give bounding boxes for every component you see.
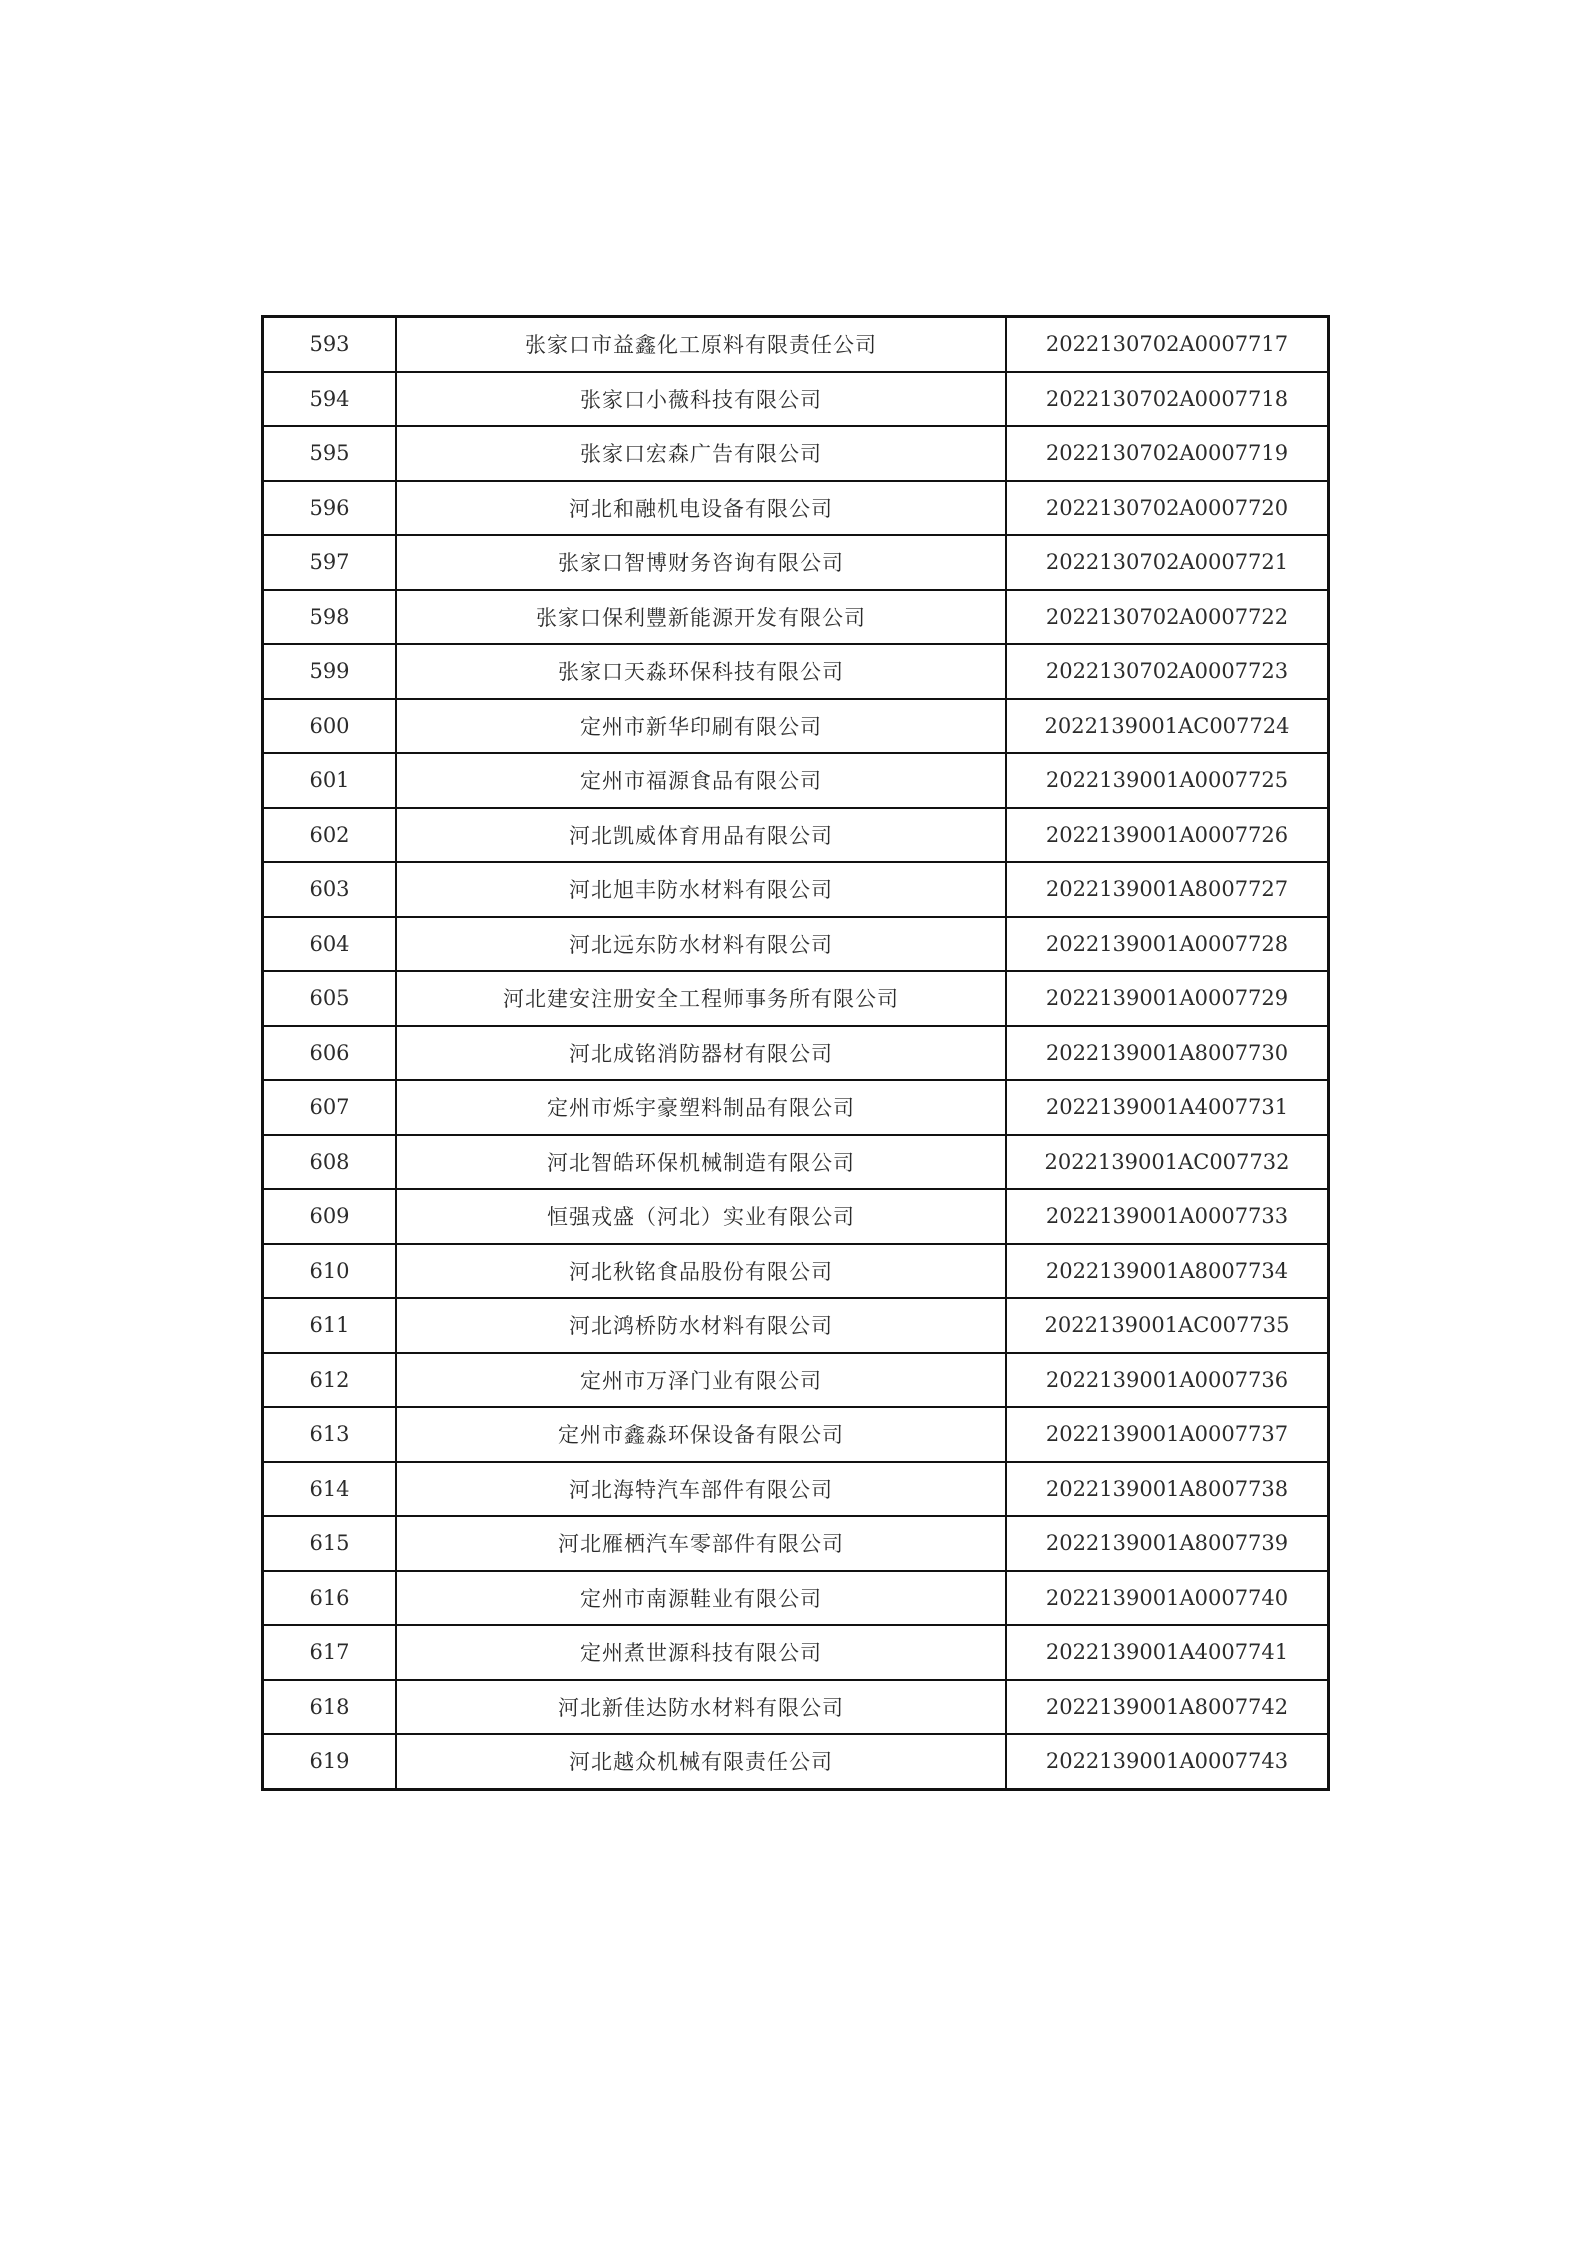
serial-number-cell: 614	[263, 1462, 397, 1517]
company-name-cell: 张家口小薇科技有限公司	[396, 372, 1006, 427]
company-name-cell: 河北越众机械有限责任公司	[396, 1734, 1006, 1789]
serial-number-cell: 619	[263, 1734, 397, 1789]
company-name-cell: 河北鸿桥防水材料有限公司	[396, 1298, 1006, 1353]
registration-code-cell: 2022139001A8007739	[1006, 1516, 1329, 1571]
table-row	[263, 644, 1329, 699]
table-row	[263, 1625, 1329, 1680]
serial-number-cell: 593	[263, 317, 397, 372]
registration-code-cell: 2022139001A0007736	[1006, 1353, 1329, 1408]
table-row	[263, 317, 1329, 372]
serial-number-cell: 606	[263, 1026, 397, 1081]
table-body	[263, 317, 1329, 1790]
company-name-cell: 张家口宏森广告有限公司	[396, 426, 1006, 481]
company-name-cell: 河北新佳达防水材料有限公司	[396, 1680, 1006, 1735]
registration-code-cell: 2022139001AC007732	[1006, 1135, 1329, 1190]
serial-number-cell: 613	[263, 1407, 397, 1462]
table-row	[263, 699, 1329, 754]
registration-code-cell: 2022130702A0007721	[1006, 535, 1329, 590]
table-row	[263, 862, 1329, 917]
company-name-cell: 恒强戎盛（河北）实业有限公司	[396, 1189, 1006, 1244]
table-row	[263, 535, 1329, 590]
company-name-cell: 河北成铭消防器材有限公司	[396, 1026, 1006, 1081]
company-name-cell: 河北建安注册安全工程师事务所有限公司	[396, 971, 1006, 1026]
registration-code-cell: 2022139001A4007741	[1006, 1625, 1329, 1680]
serial-number-cell: 610	[263, 1244, 397, 1299]
serial-number-cell: 605	[263, 971, 397, 1026]
table-row	[263, 590, 1329, 645]
table-row	[263, 1516, 1329, 1571]
table-row	[263, 481, 1329, 536]
serial-number-cell: 617	[263, 1625, 397, 1680]
company-name-cell: 定州市鑫淼环保设备有限公司	[396, 1407, 1006, 1462]
table-row	[263, 1680, 1329, 1735]
serial-number-cell: 604	[263, 917, 397, 972]
company-name-cell: 定州煮世源科技有限公司	[396, 1625, 1006, 1680]
serial-number-cell: 618	[263, 1680, 397, 1735]
company-name-cell: 河北和融机电设备有限公司	[396, 481, 1006, 536]
registration-code-cell: 2022139001A0007737	[1006, 1407, 1329, 1462]
registration-code-cell: 2022139001A0007733	[1006, 1189, 1329, 1244]
serial-number-cell: 594	[263, 372, 397, 427]
table-row	[263, 1135, 1329, 1190]
serial-number-cell: 611	[263, 1298, 397, 1353]
serial-number-cell: 603	[263, 862, 397, 917]
registration-code-cell: 2022130702A0007720	[1006, 481, 1329, 536]
serial-number-cell: 602	[263, 808, 397, 863]
company-name-cell: 定州市烁宇豪塑料制品有限公司	[396, 1080, 1006, 1135]
serial-number-cell: 600	[263, 699, 397, 754]
registration-code-cell: 2022130702A0007719	[1006, 426, 1329, 481]
company-name-cell: 河北秋铭食品股份有限公司	[396, 1244, 1006, 1299]
table-row	[263, 1571, 1329, 1626]
table-row	[263, 1080, 1329, 1135]
table-row	[263, 372, 1329, 427]
serial-number-cell: 596	[263, 481, 397, 536]
table-row	[263, 1734, 1329, 1789]
table-row	[263, 1189, 1329, 1244]
registration-code-cell: 2022139001A8007742	[1006, 1680, 1329, 1735]
registration-code-cell: 2022139001A4007731	[1006, 1080, 1329, 1135]
registration-code-cell: 2022139001A0007725	[1006, 753, 1329, 808]
registration-code-cell: 2022139001A8007727	[1006, 862, 1329, 917]
table-row	[263, 808, 1329, 863]
table-row	[263, 1026, 1329, 1081]
table-row	[263, 1244, 1329, 1299]
registration-code-cell: 2022139001A8007734	[1006, 1244, 1329, 1299]
serial-number-cell: 615	[263, 1516, 397, 1571]
table-row	[263, 753, 1329, 808]
company-name-cell: 张家口天淼环保科技有限公司	[396, 644, 1006, 699]
company-name-cell: 河北凯威体育用品有限公司	[396, 808, 1006, 863]
registration-code-cell: 2022130702A0007723	[1006, 644, 1329, 699]
registration-code-cell: 2022139001AC007724	[1006, 699, 1329, 754]
registration-code-cell: 2022130702A0007722	[1006, 590, 1329, 645]
serial-number-cell: 616	[263, 1571, 397, 1626]
table-row	[263, 1407, 1329, 1462]
serial-number-cell: 601	[263, 753, 397, 808]
company-name-cell: 定州市福源食品有限公司	[396, 753, 1006, 808]
serial-number-cell: 597	[263, 535, 397, 590]
serial-number-cell: 608	[263, 1135, 397, 1190]
table-row	[263, 1462, 1329, 1517]
registration-code-cell: 2022139001A8007738	[1006, 1462, 1329, 1517]
company-name-cell: 定州市新华印刷有限公司	[396, 699, 1006, 754]
serial-number-cell: 599	[263, 644, 397, 699]
company-name-cell: 河北海特汽车部件有限公司	[396, 1462, 1006, 1517]
table-row	[263, 426, 1329, 481]
registration-code-cell: 2022139001A0007743	[1006, 1734, 1329, 1789]
registration-code-cell: 2022139001A0007728	[1006, 917, 1329, 972]
registration-code-cell: 2022139001A0007740	[1006, 1571, 1329, 1626]
serial-number-cell: 598	[263, 590, 397, 645]
company-name-cell: 河北智皓环保机械制造有限公司	[396, 1135, 1006, 1190]
company-name-cell: 定州市南源鞋业有限公司	[396, 1571, 1006, 1626]
table-row	[263, 1353, 1329, 1408]
registration-code-cell: 2022139001A0007726	[1006, 808, 1329, 863]
registration-code-cell: 2022139001A0007729	[1006, 971, 1329, 1026]
serial-number-cell: 609	[263, 1189, 397, 1244]
company-name-cell: 张家口保利豐新能源开发有限公司	[396, 590, 1006, 645]
table-row	[263, 1298, 1329, 1353]
table-row	[263, 971, 1329, 1026]
registration-code-cell: 2022130702A0007718	[1006, 372, 1329, 427]
serial-number-cell: 612	[263, 1353, 397, 1408]
table-row	[263, 917, 1329, 972]
serial-number-cell: 607	[263, 1080, 397, 1135]
registration-code-cell: 2022139001A8007730	[1006, 1026, 1329, 1081]
company-registry-table	[261, 315, 1330, 1791]
registration-code-cell: 2022139001AC007735	[1006, 1298, 1329, 1353]
company-name-cell: 张家口市益鑫化工原料有限责任公司	[396, 317, 1006, 372]
registration-code-cell: 2022130702A0007717	[1006, 317, 1329, 372]
company-name-cell: 河北旭丰防水材料有限公司	[396, 862, 1006, 917]
company-name-cell: 定州市万泽门业有限公司	[396, 1353, 1006, 1408]
company-name-cell: 张家口智博财务咨询有限公司	[396, 535, 1006, 590]
company-name-cell: 河北远东防水材料有限公司	[396, 917, 1006, 972]
company-name-cell: 河北雁栖汽车零部件有限公司	[396, 1516, 1006, 1571]
serial-number-cell: 595	[263, 426, 397, 481]
